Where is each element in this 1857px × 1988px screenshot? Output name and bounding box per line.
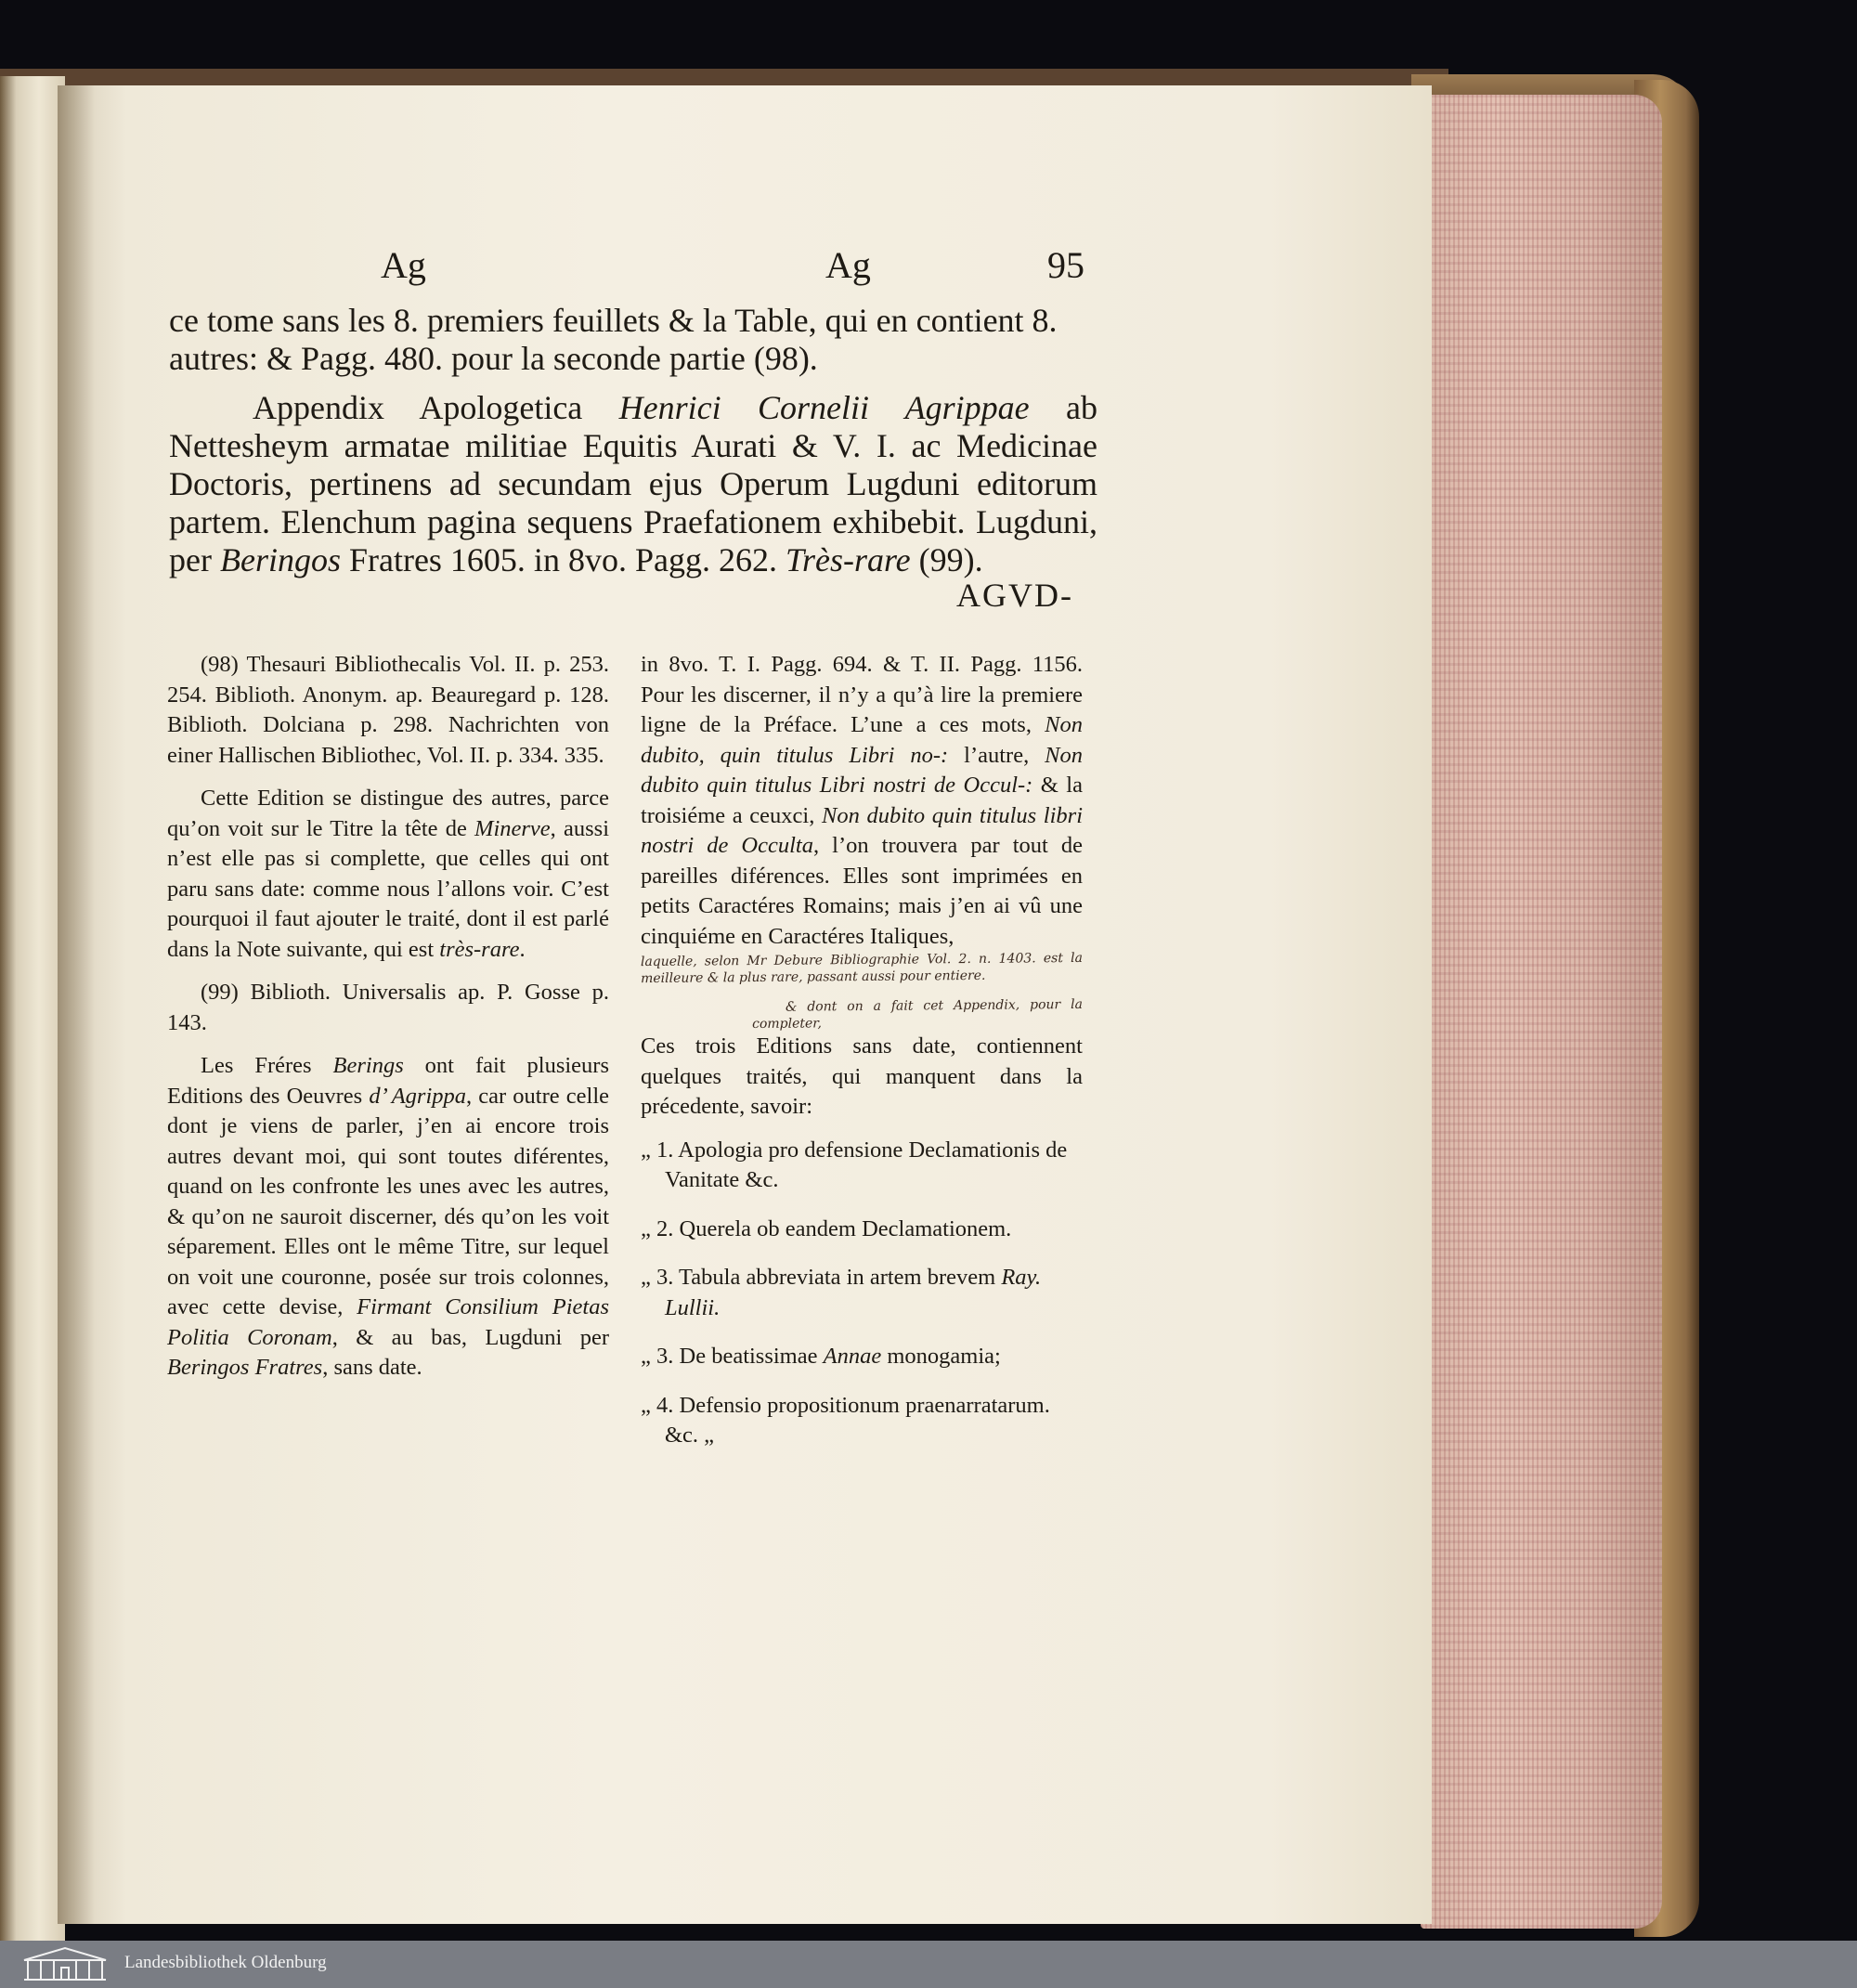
list-item: „ 2. Querela ob eandem Declamationem. xyxy=(641,1215,1012,1241)
list-item: „ 3. De beatissimae Annae monogamia; xyxy=(641,1344,1001,1369)
page-number: 95 xyxy=(1047,244,1084,286)
footnote-98: (98) Thesauri Bibliothecalis Vol. II. p. 253. 254. Biblioth. Anonym. ap. Beauregard p. 128. Biblioth. Dolciana p. 298. Nachrichten von einer Hallischen Bibliothec, Vol. II. p. 334. 335. xyxy=(167,652,609,768)
bibliographic-entry: Appendix Apologetica Henrici Cornelii Agrippae ab Nettesheym armatae militiae Equitis Aurati & V. I. ac Medicinae Doctoris, pertinens ad secundam ejus Operum Lugduni editorum partem. Elenchum pagina sequens Praefationem exhibebit. Lugduni, per Beringos Fratres 1605. in 8vo. Pagg. 262. Très-rare (99). xyxy=(169,389,1097,578)
footnotes-left-column xyxy=(167,650,609,1397)
library-building-icon xyxy=(20,1945,110,1982)
page-block-edge xyxy=(1421,95,1662,1929)
main-text-line: ce tome sans les 8. premiers feuillets & la Table, qui en contient 8. xyxy=(169,302,1058,339)
footnote-99: (99) Biblioth. Universalis ap. P. Gosse p. 143. xyxy=(167,980,609,1035)
footnotes-right-column xyxy=(641,650,1083,1470)
list-item: „ 4. Defensio propositionum praenarratarum. &c. „ xyxy=(641,1392,1050,1448)
gutter-shadow xyxy=(58,85,95,1924)
main-text xyxy=(169,302,1097,579)
running-head-left: Ag xyxy=(381,244,426,286)
library-name: Landesbibliothek Oldenburg xyxy=(124,1953,327,1972)
footnote-paragraph: Les Fréres Berings ont fait plusieurs Editions des Oeuvres d’ Agrippa, car outre celle dont je viens de parler, j’en ai encore trois autres devant moi, qui sont toutes diférentes, quand on les confronte les unes avec les autres, & qu’on ne sauroit discerner, dés qu’on les voit séparement. Elles ont le même Titre, sur lequel on voit une couronne, posée sur trois colonnes, avec cette devise, Firmant Consilium Pietas Politia Coronam, & au bas, Lugduni per Beringos Fratres, sans date. xyxy=(167,1053,610,1380)
footnote-paragraph: & dont on a fait cet Appendix, pour la completer, Ces trois Editions sans date, contiennent quelques traités, qui manquent dans la précedente, savoir: xyxy=(641,996,1083,1119)
main-text-line: autres: & Pagg. 480. pour la seconde partie (98). xyxy=(169,340,818,377)
footer-bar xyxy=(0,1941,1857,1988)
catchword: AGVD- xyxy=(956,577,1073,614)
list-item: „ 3. Tabula abbreviata in artem brevem Ray. Lullii. xyxy=(641,1265,1042,1320)
handwritten-annotation: & dont on a fait cet Appendix, pour la completer, xyxy=(752,996,1083,1033)
list-item: „ 1. Apologia pro defensione Declamationis de Vanitate &c. xyxy=(641,1137,1068,1192)
footnote-paragraph: in 8vo. T. I. Pagg. 694. & T. II. Pagg. 1156. Pour les discerner, il n’y a qu’à lire la premiere ligne de la Préface. L’une a ces mots, Non dubito, quin titulus Libri no-: l’autre, Non dubito quin titulus Libri nostri de Occul-: & la troisiéme a ceuxci, Non dubito quin titulus libri nostri de Occulta, l’on trouvera par tout de pareilles diférences. Elles sont imprimées en petits Caractéres Romains; mais j’en ai vû une cinquiéme en Caractéres Italiques, laquelle, selon Mr Debure Bibliographie Vol. 2. n. 1403. est la meilleure & la plus rare, passant aussi pour entiere. xyxy=(640,652,1083,987)
footnote-paragraph: Cette Edition se distingue des autres, parce qu’on voit sur le Titre la tête de Minerve, aussi n’est elle pas si complette, que celles qui ont paru sans date: comme nous l’allons voir. C’est pourquoi il faut ajouter le traité, dont il est parlé dans la Note suivante, qui est très-rare. xyxy=(167,786,610,962)
left-page-edge xyxy=(0,76,65,1941)
handwritten-annotation: laquelle, selon Mr Debure Bibliographie Vol. 2. n. 1403. est la meilleure & la plus rare, passant aussi pour entiere. xyxy=(640,950,1083,987)
running-head-center: Ag xyxy=(825,244,871,286)
